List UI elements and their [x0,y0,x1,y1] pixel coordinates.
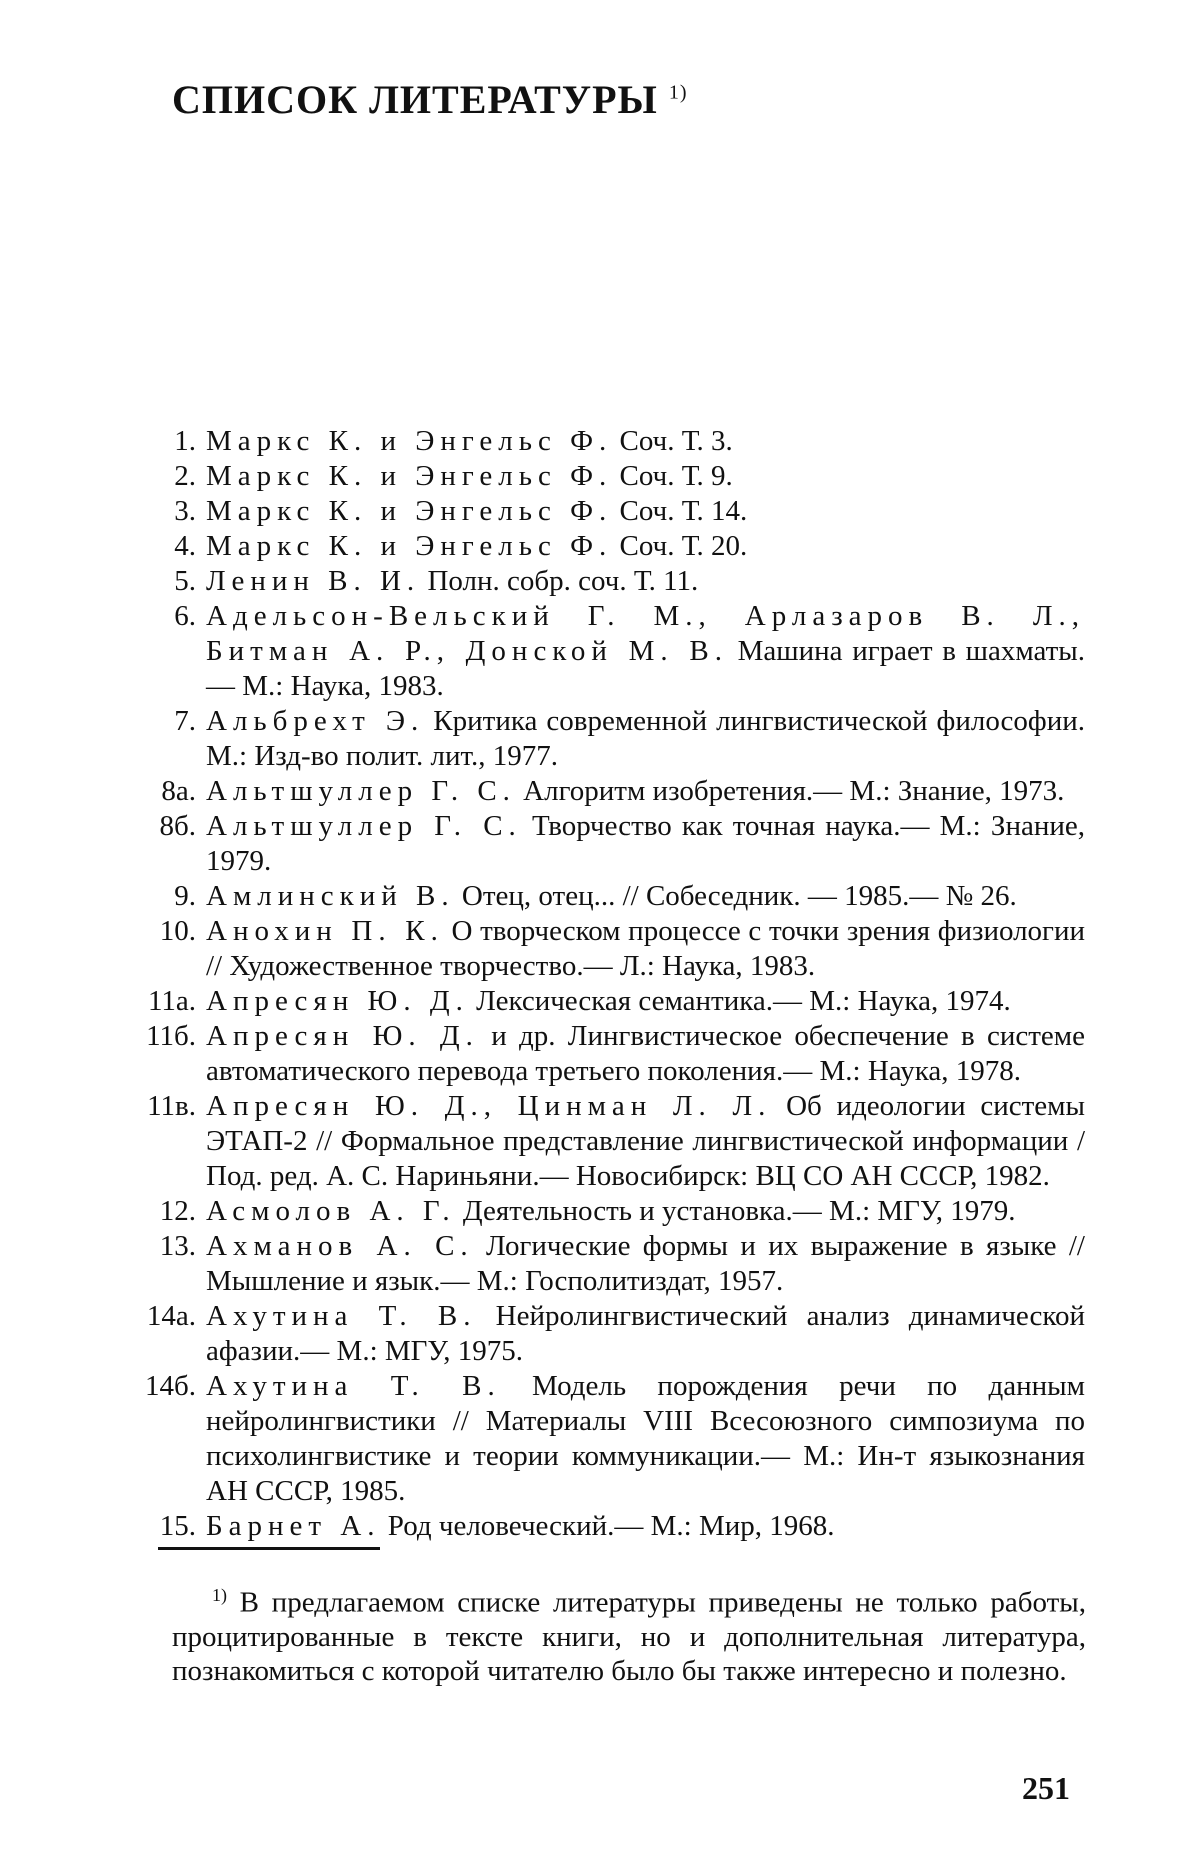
reference-author: Барнет А. [206,1510,381,1542]
reference-body [206,1299,1085,1369]
reference-author: Ахутина Т. В. [206,1300,477,1332]
reference-author: Адельсон-Вельский Г. М., Арлазаров В. Л., Битман А. Р., Донской М. В. [206,600,1085,667]
reference-number: 6. [174,600,196,632]
reference-text: О творческом процессе с точки зрения физиологии // Художественное творчество.— Л.: Наука, 1983. [206,915,1085,982]
reference-text: Соч. Т. 9. [612,460,733,492]
reference-number: 5. [174,565,196,597]
reference-body [206,914,1085,984]
reference-number: 2. [174,460,196,492]
reference-body [206,774,1085,809]
reference-author: Асмолов А. Г. [206,1195,456,1227]
reference-number: 7. [174,705,196,737]
reference-text: Полн. собр. соч. Т. 11. [420,565,699,597]
reference-author: Апресян Ю. Д. [206,1020,479,1052]
reference-number: 12. [159,1195,196,1227]
reference-item [120,774,1085,809]
reference-author: Апресян Ю. Д., Цинман Л. Л. [206,1090,772,1122]
reference-body [206,564,1085,599]
reference-number: 10. [159,915,196,947]
reference-author: Ахманов А. С. [206,1230,474,1262]
reference-number: 11в. [147,1090,196,1122]
reference-body [206,1194,1085,1229]
reference-author: Альбрехт Э. [206,705,425,737]
reference-number: 14а. [146,1300,196,1332]
reference-item [120,984,1085,1019]
reference-body [206,424,1085,459]
reference-item [120,704,1085,774]
reference-body [206,494,1085,529]
reference-author: Маркс К. и Энгельс Ф. [206,495,613,527]
reference-number: 1. [174,425,196,457]
title-text: СПИСОК ЛИТЕРАТУРЫ [172,77,658,122]
reference-author: Анохин П. К. [206,915,444,947]
reference-text: Об идеологии системы ЭТАП-2 // Формальное представление лингвистической информации / Под. ред. А. С. Нариньяни.— Новосибирск: ВЦ СО АН СССР, 1982. [206,1090,1085,1192]
reference-body [206,879,1085,914]
reference-text: Алгоритм изобретения.— М.: Знание, 1973. [515,775,1065,807]
reference-number: 3. [174,495,196,527]
reference-number: 9. [174,880,196,912]
reference-number: 8б. [159,810,196,842]
reference-body [206,1229,1085,1299]
reference-body [206,1089,1085,1194]
reference-item [120,424,1085,459]
reference-text: Род человеческий.— М.: Мир, 1968. [380,1510,835,1542]
reference-number: 4. [174,530,196,562]
reference-text: Отец, отец... // Собеседник. — 1985.— № 26. [454,880,1017,912]
reference-text: Нейролингвистический анализ динамической афазии.— М.: МГУ, 1975. [206,1300,1086,1367]
reference-text: Логические формы и их выражение в языке // Мышление и язык.— М.: Госполитиздат, 1957. [206,1230,1085,1297]
footnote-divider [158,1547,380,1550]
reference-text: Творчество как точная наука.— М.: Знание, 1979. [206,810,1086,877]
reference-item [120,1369,1085,1509]
reference-number: 11а. [147,985,196,1017]
reference-body [206,529,1085,564]
reference-body [206,704,1085,774]
reference-list [120,424,1085,1544]
reference-text: Деятельность и установка.— М.: МГУ, 1979. [455,1195,1016,1227]
reference-author: Амлинский В. [206,880,455,912]
reference-author: Маркс К. и Энгельс Ф. [206,460,613,492]
reference-number: 11б. [146,1020,196,1052]
reference-item [120,879,1085,914]
reference-body [206,459,1085,494]
reference-body [206,1509,1085,1544]
reference-item [120,1089,1085,1194]
reference-number: 13. [159,1230,196,1262]
page-title [172,76,688,123]
reference-item [120,599,1085,704]
reference-author: Маркс К. и Энгельс Ф. [206,425,613,457]
reference-item [120,1229,1085,1299]
reference-number: 15. [159,1510,196,1542]
reference-body [206,1019,1085,1089]
reference-item [120,809,1085,879]
reference-item [120,1019,1085,1089]
reference-item [120,459,1085,494]
footnote [172,1578,1086,1688]
reference-item [120,914,1085,984]
page-number: 251 [1022,1770,1070,1806]
reference-body [206,1369,1085,1509]
reference-item [120,1299,1085,1369]
reference-item [120,529,1085,564]
reference-author: Ахутина Т. В. [206,1370,501,1402]
reference-text: Критика современной лингвистической философии. М.: Изд-во полит. лит., 1977. [206,705,1085,772]
reference-author: Маркс К. и Энгельс Ф. [206,530,613,562]
title-footnote-marker: 1) [668,81,688,104]
reference-item [120,1509,1085,1544]
footnote-marker: 1) [212,1585,227,1605]
reference-author: Альтшуллер Г. С. [206,810,522,842]
reference-number: 8а. [161,775,196,807]
reference-author: Альтшуллер Г. С. [206,775,516,807]
footnote-text: В предлагаемом списке литературы приведены не только работы, процитированные в тексте книги, но и дополнительная литература, познакомиться с которой читателю было бы также интересно и полезно. [172,1586,1086,1687]
reference-text: Соч. Т. 3. [612,425,733,457]
reference-author: Апресян Ю. Д. [206,985,469,1017]
reference-body [206,984,1085,1019]
reference-item [120,494,1085,529]
reference-text: Соч. Т. 20. [612,530,748,562]
reference-body [206,599,1085,704]
reference-text: Модель порождения речи по данным нейролингвистики // Материалы VIII Всесоюзного симпозиума по психолингвистике и теории коммуникации.— М.: Ин-т языкознания АН СССР, 1985. [206,1370,1086,1507]
reference-text: Лексическая семантика.— М.: Наука, 1974. [468,985,1011,1017]
reference-text: Соч. Т. 14. [612,495,748,527]
reference-text: Машина играет в шахматы.— М.: Наука, 1983. [206,635,1085,702]
reference-number: 14б. [144,1370,196,1402]
reference-item [120,564,1085,599]
reference-body [206,809,1085,879]
reference-author: Ленин В. И. [206,565,421,597]
reference-item [120,1194,1085,1229]
reference-text: и др. Лингвистическое обеспечение в системе автоматического перевода третьего поколения.— М.: Наука, 1978. [206,1020,1085,1087]
